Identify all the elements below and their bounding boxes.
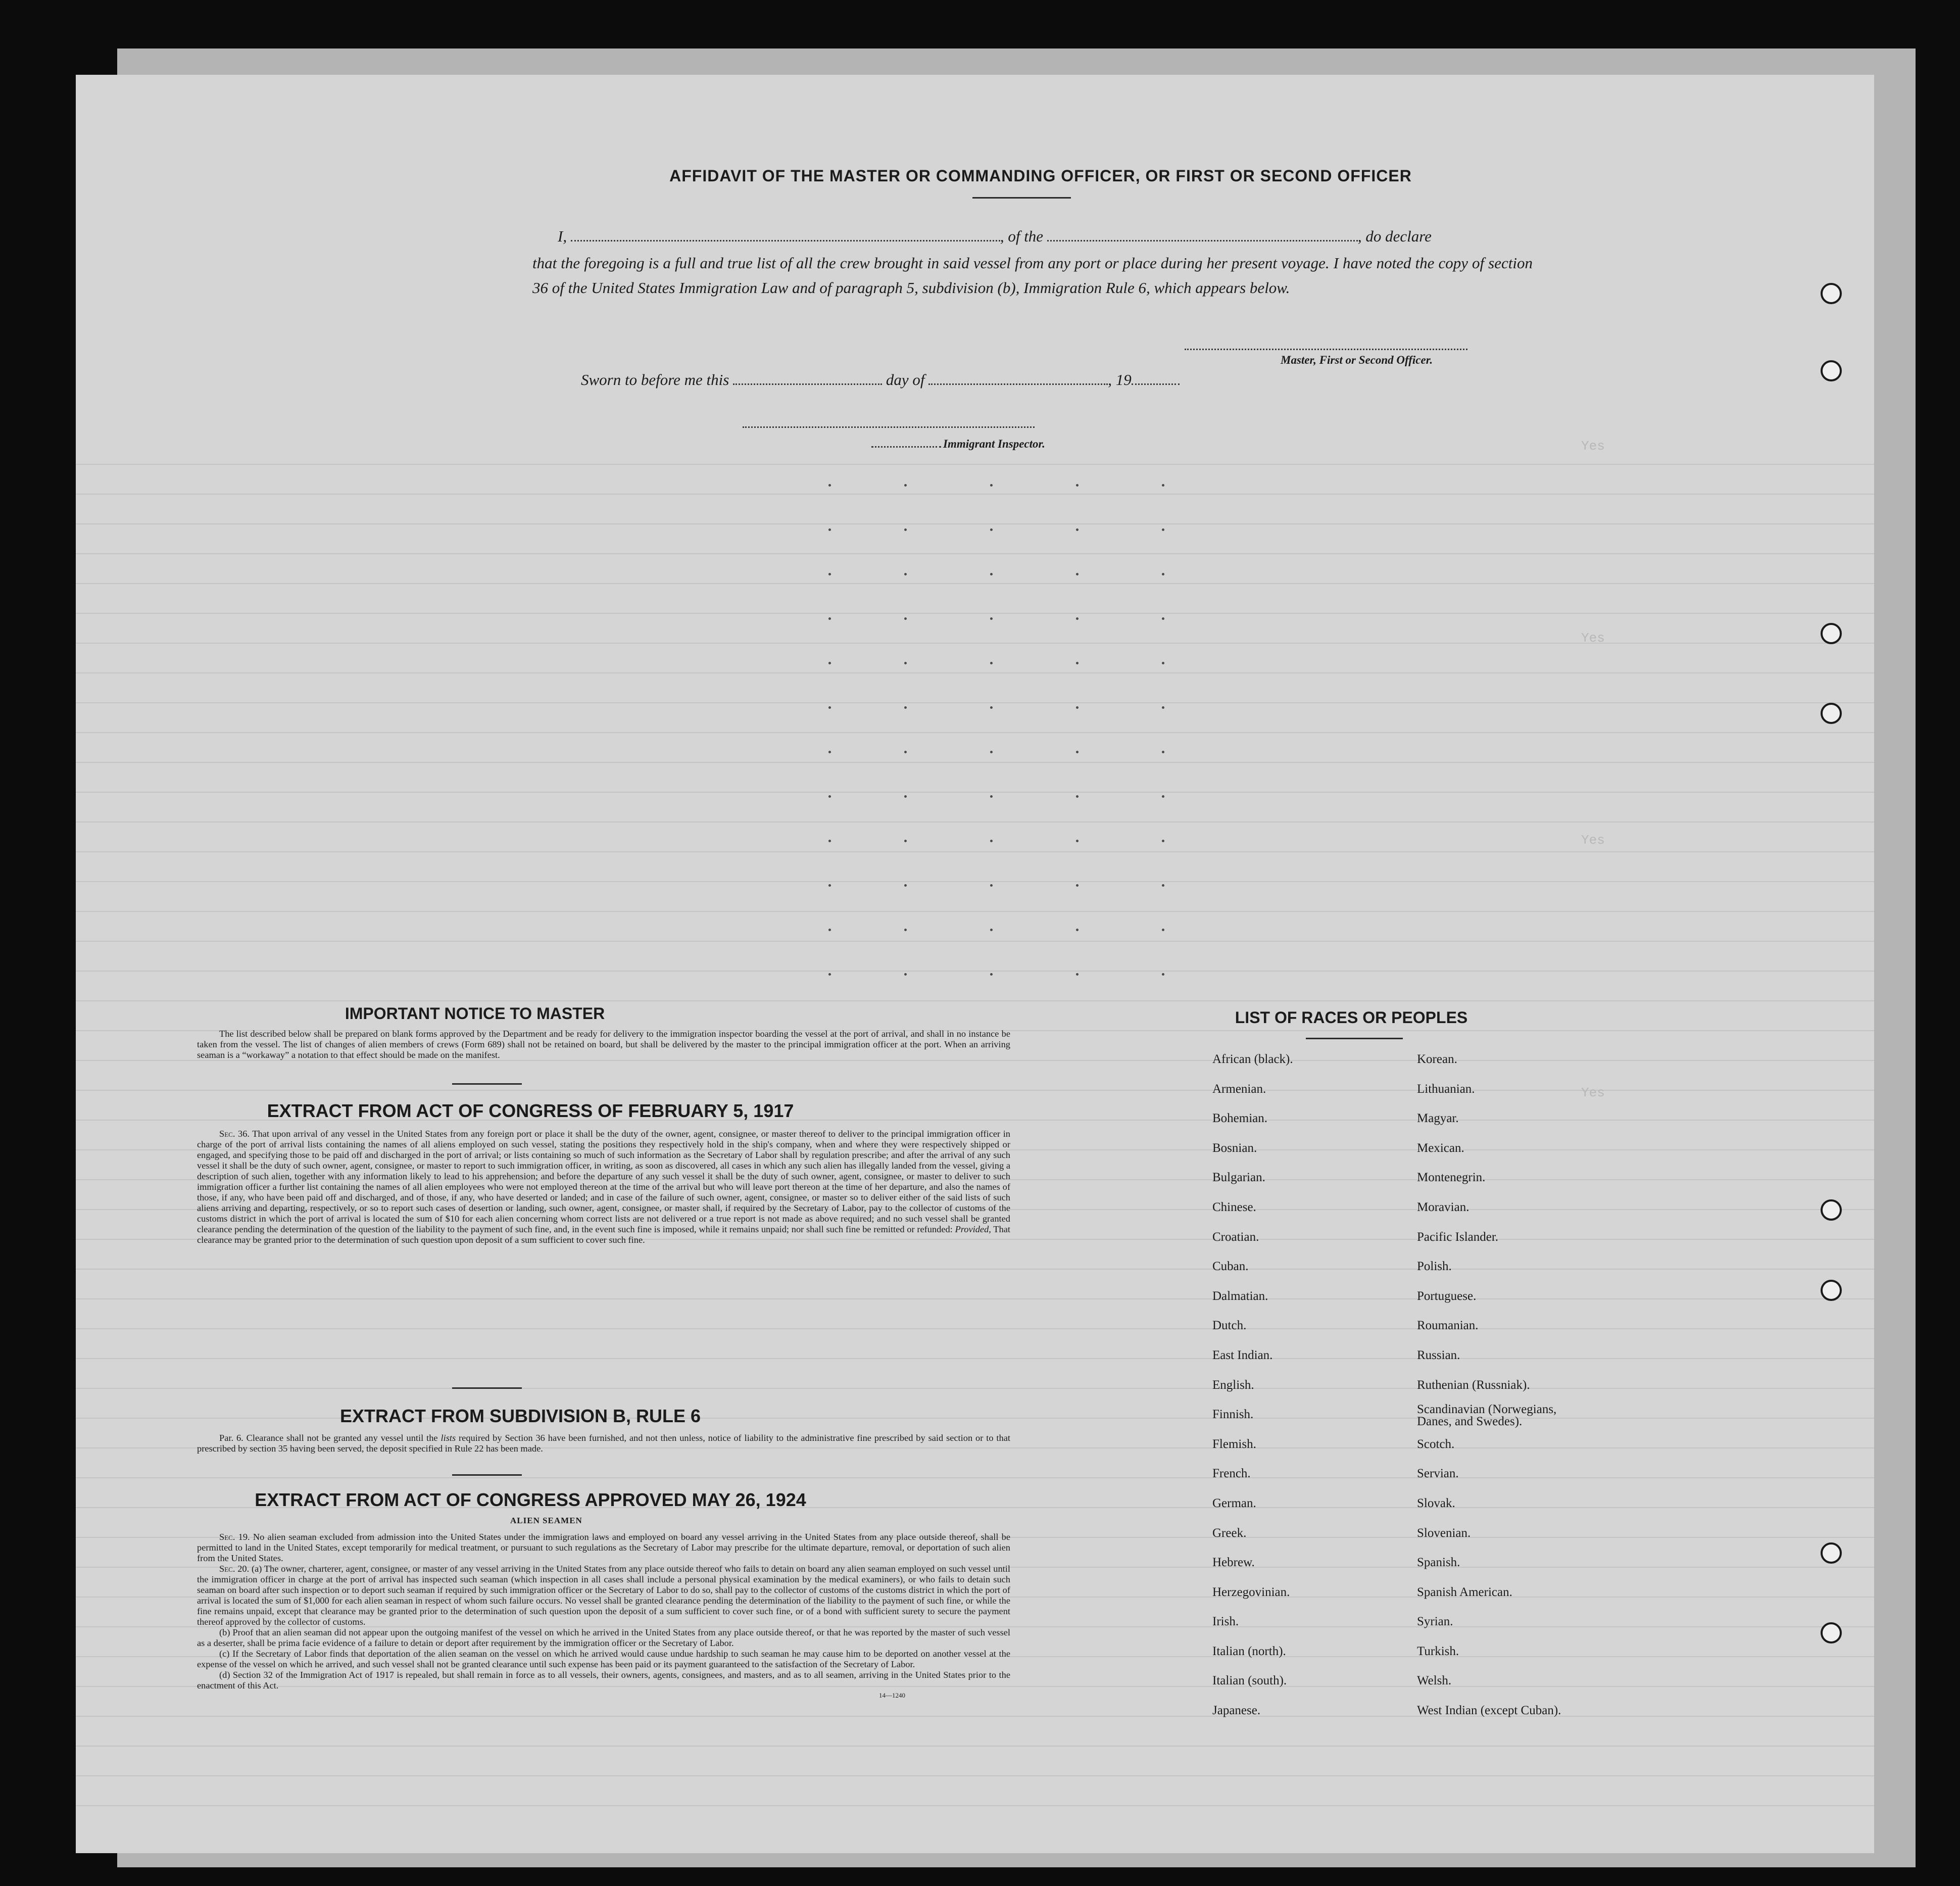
guide-dot [1076, 484, 1079, 487]
guide-dot [904, 484, 907, 487]
race-item: Armenian. [1212, 1082, 1266, 1096]
ruled-line [76, 1805, 1874, 1806]
ruled-line [76, 762, 1874, 763]
guide-dot [828, 751, 831, 753]
notice-paragraph: The list described below shall be prepared on blank forms approved by the Department and be ready for delivery to the immigration inspector boarding the vessel at the port of arrival, and shall in no instance be taken from the vessel. The list of changes of alien members of crews (Form 689) shall not be retained on board, but shall be delivered by the master to the principal immigration officer at the port. When an arriving seaman is a “workaway” a notation to that effect should be made on the manifest. [197, 1029, 1010, 1060]
guide-dot [1162, 706, 1164, 709]
ruled-line [76, 583, 1874, 584]
races-right-column [1417, 1052, 1594, 1733]
guide-dot [1162, 484, 1164, 487]
ruled-line [76, 911, 1874, 912]
guide-dot [990, 795, 993, 798]
guide-dot [1162, 528, 1164, 531]
notice-rule [452, 1083, 522, 1085]
ruled-line [76, 1746, 1874, 1747]
guide-dot [1076, 528, 1079, 531]
rule6-text-a: Par. 6. Clearance shall not be granted any vessel until the [219, 1433, 438, 1443]
inspector-caption: Immigrant Inspector. [943, 438, 1045, 450]
section-36-end: That clearance may be granted prior to the determination of such question upon deposit of a sum sufficient to cover such fine. [197, 1224, 1010, 1245]
guide-dot [1162, 840, 1164, 842]
race-item: Russian. [1417, 1348, 1460, 1362]
race-item: Korean. [1417, 1052, 1457, 1066]
binder-hole [1821, 1199, 1842, 1221]
race-item: Scandinavian (Norwegians, Danes, and Swedes). [1417, 1403, 1557, 1429]
guide-dot [828, 617, 831, 620]
race-item: Flemish. [1212, 1437, 1256, 1451]
year-label: , 19 [1108, 371, 1132, 389]
guide-dot [904, 662, 907, 664]
ruled-line [76, 1388, 1874, 1389]
guide-dot [1162, 973, 1164, 976]
section-36-paragraph [197, 1129, 1010, 1245]
races-title-rule [1306, 1038, 1403, 1039]
guide-dot [904, 795, 907, 798]
race-item: Mexican. [1417, 1141, 1464, 1155]
guide-dot [828, 840, 831, 842]
race-item: Herzegovinian. [1212, 1585, 1290, 1599]
guide-dot [1162, 617, 1164, 620]
day-of-label: day of [886, 371, 925, 389]
guide-dot [1162, 795, 1164, 798]
guide-dot [1162, 929, 1164, 931]
race-item: Spanish. [1417, 1556, 1460, 1570]
sworn-month-field[interactable] [928, 371, 1108, 385]
guide-dot [1076, 617, 1079, 620]
binder-hole [1821, 623, 1842, 644]
ruled-line [76, 851, 1874, 852]
race-item: Chinese. [1212, 1200, 1256, 1214]
extract-1924-text [197, 1532, 1010, 1691]
race-item: Pacific Islander. [1417, 1230, 1499, 1244]
manifest-page [76, 75, 1874, 1853]
race-item: Welsh. [1417, 1674, 1452, 1688]
ruled-line [76, 821, 1874, 823]
title-underline [972, 197, 1071, 199]
guide-dot [990, 973, 993, 976]
race-item: Scotch. [1417, 1437, 1455, 1451]
guide-dot [990, 617, 993, 620]
guide-dot [904, 573, 907, 575]
ruled-line [76, 613, 1874, 614]
binder-hole [1821, 1280, 1842, 1301]
race-item: Finnish. [1212, 1408, 1254, 1422]
race-item: Portuguese. [1417, 1289, 1477, 1303]
ruled-line [76, 1328, 1874, 1329]
bleed-through-text: Yes [1581, 833, 1605, 848]
race-item: Dalmatian. [1212, 1289, 1268, 1303]
do-declare-label: , do declare [1357, 227, 1432, 245]
of-the-label: , of the [1000, 227, 1044, 245]
guide-dot [904, 751, 907, 753]
guide-dot [1162, 573, 1164, 575]
ruled-line [76, 1477, 1874, 1478]
declarant-line [558, 227, 1432, 246]
sworn-year-field[interactable] [1132, 371, 1180, 385]
races-title: LIST OF RACES OR PEOPLES [1235, 1008, 1468, 1027]
ruled-line [76, 1269, 1874, 1270]
race-item: East Indian. [1212, 1348, 1273, 1362]
section-20a-body: (a) The owner, charterer, agent, consignee, or master of any vessel arriving in the United States from any place outside thereof who fails to detain on board any alien seaman employed on such vessel until the immigration officer in charge at the port of arrival has inspected such seaman (which inspection in all cases shall include a personal physical examination by the medical examiners), or who fails to detain such seaman on board after such inspection or to deport such seaman if required by such immigration officer or the Secretary of Labor to do so, shall pay to the collector of customs of the customs district in which the port of arrival is located the sum of $1,000 for each alien seaman in respect of whom such failure occurs. No vessel shall be granted clearance pending the determination of the liability to the payment of such fine, or while the fine remains unpaid, except that clearance may be granted prior to the determination of such question upon the deposit of a sum sufficient to cover such fine, or of a bond with sufficient surety to secure the payment thereof approved by the collector of customs. [197, 1564, 1010, 1627]
extract-1917-text [197, 1129, 1010, 1245]
ruled-line [76, 1298, 1874, 1299]
extract-1917-title: EXTRACT FROM ACT OF CONGRESS OF FEBRUARY 5, 1917 [267, 1100, 794, 1121]
guide-dot [1162, 751, 1164, 753]
section-36-label: Sec. 36. [219, 1129, 250, 1139]
race-item: English. [1212, 1378, 1254, 1392]
guide-dot [1162, 662, 1164, 664]
guide-dot [828, 706, 831, 709]
guide-dot [828, 929, 831, 931]
bleed-through-text: Yes [1581, 631, 1605, 646]
guide-dot [904, 929, 907, 931]
ruled-line [76, 702, 1874, 703]
race-item: Italian (south). [1212, 1674, 1287, 1688]
section-36-body: That upon arrival of any vessel in the United States from any foreign port or place it shall be the duty of the owner, agent, consignee, or master thereof to deliver to the principal immigration officer in charge of the port of arrival lists containing the names of all aliens employed on such vessel, stating the positions they respectively hold in the ship's company, when and where they were respectively shipped or engaged, and specifying those to be paid off and discharged in the port of arrival; or lists containing so much of such information as the Secretary of Labor shall by regulation prescribe; and after the arrival of any such vessel it shall be the duty of such owner, agent, consignee, or master to report to such immigration officer, in writing, as soon as discovered, all cases in which any such alien has illegally landed from the vessel, giving a description of such alien, together with any information likely to lead to his apprehension; and before the departure of any such vessel it shall be the duty of such owner, agent, consignee, or master to deliver to such immigration officer a further list containing the names of all alien employees who were not employed thereon at the time of the arrival but who will leave port thereon at the time of her departure, and also the names of those, if any, who have been paid off and discharged, and of those, if any, who have deserted or landed; and in case of the failure of such owner, agent, consignee, or master so to deliver either of the said lists of such aliens arriving and departing, respectively, or so to report such cases of desertion or landing, such owner, agent, consignee, or master shall, if required by the Secretary of Labor, pay to the collector of customs of the customs district in which the port of arrival is located the sum of $10 for each alien concerning whom correct lists are not delivered or a true report is not made as above required; and no such vessel shall be granted clearance pending the determination of the question of the liability to the payment of such fine, and, in the event such fine is imposed, while it remains unpaid; nor shall such fine be remitted or refunded: [197, 1129, 1011, 1234]
ruled-line [76, 464, 1874, 465]
form-number: 14—1240 [879, 1691, 905, 1699]
race-item: Montenegrin. [1417, 1171, 1486, 1185]
guide-dot [904, 973, 907, 976]
race-item: Syrian. [1417, 1615, 1453, 1629]
guide-dot [990, 484, 993, 487]
affidavit-title: AFFIDAVIT OF THE MASTER OR COMMANDING OFFICER, OR FIRST OR SECOND OFFICER [669, 167, 1412, 185]
binder-hole [1821, 1542, 1842, 1564]
race-item: Slovak. [1417, 1496, 1455, 1510]
guide-dot [990, 706, 993, 709]
rule6-paragraph [197, 1433, 1010, 1454]
binder-hole [1821, 360, 1842, 381]
guide-dot [828, 528, 831, 531]
race-item: French. [1212, 1467, 1251, 1481]
alien-seamen-subtitle: ALIEN SEAMEN [510, 1516, 582, 1525]
inspector-line [871, 438, 1045, 451]
guide-dot [1076, 573, 1079, 575]
ruled-line [76, 1716, 1874, 1717]
declaration-text: that the foregoing is a full and true list of all the crew brought in said vessel from any port or place during her present voyage. I have noted the copy of section 36 of the United States Immigration Law and of paragraph 5, subdivision (b), Immigration Rule 6, which appears below. [532, 254, 1533, 297]
guide-dot [1076, 929, 1079, 931]
race-item: Cuban. [1212, 1260, 1249, 1274]
rule6-text-b: required by Section 36 have been furnished, and not then unless, notice of liability to the administrative fine prescribed by said section or to that prescribed by section 35 having been served, the deposit specified in Rule 22 has been made. [197, 1433, 1010, 1454]
guide-dot [1076, 973, 1079, 976]
notice-text [197, 1029, 1010, 1060]
guide-dot [1076, 884, 1079, 887]
guide-dot [828, 662, 831, 664]
ruled-line [76, 1775, 1874, 1776]
race-item: Bulgarian. [1212, 1171, 1265, 1185]
i-label: I, [558, 227, 567, 245]
section-19-label: Sec. 19. [219, 1532, 250, 1542]
guide-dot [990, 573, 993, 575]
guide-dot [904, 884, 907, 887]
section-19-body: No alien seaman excluded from admission into the United States under the immigration laws and employed on board any vessel arriving in the United States from any place outside thereof, shall be permitted to land in the United States, except temporarily for medical treatment, or pursuant to such regulations as the Secretary of Labor may prescribe for the ultimate departure, removal, or deportation of such alien from the United States. [197, 1532, 1010, 1563]
ruled-line [76, 881, 1874, 882]
guide-dot [1076, 662, 1079, 664]
provided-word: Provided, [955, 1224, 991, 1234]
ruled-line [76, 494, 1874, 495]
race-item: Servian. [1417, 1467, 1459, 1481]
extract-rule6-title: EXTRACT FROM SUBDIVISION B, RULE 6 [339, 1406, 701, 1426]
races-left-column [1212, 1052, 1293, 1733]
ruled-line [76, 941, 1874, 942]
race-item: West Indian (except Cuban). [1417, 1704, 1561, 1718]
section-20a-paragraph [197, 1564, 1010, 1627]
binder-hole [1821, 703, 1842, 724]
guide-dot [904, 528, 907, 531]
guide-dot [990, 662, 993, 664]
race-item: Italian (north). [1212, 1644, 1286, 1658]
race-item: Hebrew. [1212, 1556, 1255, 1570]
guide-dot [828, 795, 831, 798]
notice-title: IMPORTANT NOTICE TO MASTER [345, 1004, 605, 1023]
section-20c-paragraph: (c) If the Secretary of Labor finds that deportation of the alien seaman on the vessel on which he arrived would cause undue hardship to such seaman he may cause him to be deported on another vessel at the expense of the vessel on which he arrived, and such vessel shall not be granted clearance until such expense has been paid or its payment guaranteed to the satisfaction of the Secretary of Labor. [197, 1649, 1010, 1669]
sworn-line [581, 371, 1180, 389]
race-item: Croatian. [1212, 1230, 1259, 1244]
guide-dot [990, 528, 993, 531]
declarant-name-field[interactable] [571, 228, 1000, 241]
ruled-line [76, 553, 1874, 554]
race-item: Turkish. [1417, 1644, 1459, 1658]
ruled-line [76, 971, 1874, 972]
guide-dot [904, 840, 907, 842]
race-item: Roumanian. [1417, 1319, 1479, 1333]
inspector-field[interactable] [871, 439, 941, 448]
section-19-paragraph [197, 1532, 1010, 1564]
ruled-line [76, 672, 1874, 673]
guide-dot [828, 573, 831, 575]
inspector-signature-line[interactable] [743, 426, 1035, 428]
race-item: Dutch. [1212, 1319, 1247, 1333]
extract-rule6-rule [452, 1474, 522, 1476]
section-20d-paragraph: (d) Section 32 of the Immigration Act of 1917 is repealed, but shall remain in force as to all vessels, their owners, agents, consignees, and masters, and as to all seamen, arriving in the United States prior to the enactment of this Act. [197, 1670, 1010, 1690]
guide-dot [904, 617, 907, 620]
race-item: Moravian. [1417, 1200, 1469, 1214]
race-item: German. [1212, 1496, 1256, 1510]
ruled-line [76, 523, 1874, 524]
race-item: African (black). [1212, 1052, 1293, 1066]
guide-dot [904, 706, 907, 709]
section-20-label: Sec. 20. [219, 1564, 250, 1574]
lists-word: lists [440, 1433, 456, 1443]
binder-hole [1821, 1622, 1842, 1643]
guide-dot [1076, 706, 1079, 709]
guide-dot [990, 884, 993, 887]
guide-dot [1076, 795, 1079, 798]
sworn-day-field[interactable] [733, 371, 882, 385]
guide-dot [1076, 751, 1079, 753]
binder-hole [1821, 283, 1842, 304]
race-item: Bohemian. [1212, 1111, 1268, 1126]
race-item: Greek. [1212, 1526, 1247, 1540]
guide-dot [990, 751, 993, 753]
sworn-label: Sworn to before me this [581, 371, 729, 389]
guide-dot [990, 929, 993, 931]
bleed-through-text: Yes [1581, 439, 1605, 454]
extract-1917-rule [452, 1387, 522, 1389]
race-item: Slovenian. [1417, 1526, 1471, 1540]
bleed-through-text: Yes [1581, 1085, 1605, 1100]
guide-dot [1076, 840, 1079, 842]
guide-dot [1162, 884, 1164, 887]
ruled-line [76, 792, 1874, 793]
race-item: Magyar. [1417, 1111, 1459, 1126]
ruled-line [76, 1000, 1874, 1001]
race-item: Japanese. [1212, 1704, 1261, 1718]
guide-dot [828, 973, 831, 976]
master-signature-caption: Master, First or Second Officer. [1281, 354, 1433, 366]
master-signature-line[interactable] [1185, 349, 1467, 350]
extract-rule6-text [197, 1433, 1010, 1454]
extract-1924-title: EXTRACT FROM ACT OF CONGRESS APPROVED MAY 26, 1924 [255, 1489, 806, 1510]
race-item: Ruthenian (Russniak). [1417, 1378, 1530, 1392]
guide-dot [990, 840, 993, 842]
guide-dot [828, 884, 831, 887]
race-item: Spanish American. [1417, 1585, 1512, 1599]
guide-dot [828, 484, 831, 487]
section-20b-paragraph: (b) Proof that an alien seaman did not appear upon the outgoing manifest of the vessel on which he arrived in the United States from any place outside thereof, or that he was reported by the master of such vessel as a deserter, shall be prima facie evidence of a failure to detain or deport after requirement by the immigration officer or the Secretary of Labor. [197, 1627, 1010, 1648]
race-item: Lithuanian. [1417, 1082, 1475, 1096]
vessel-field[interactable] [1047, 228, 1358, 241]
race-item: Bosnian. [1212, 1141, 1257, 1155]
ruled-line [76, 732, 1874, 733]
ruled-line [76, 1358, 1874, 1359]
race-item: Polish. [1417, 1260, 1452, 1274]
race-item: Irish. [1212, 1615, 1239, 1629]
